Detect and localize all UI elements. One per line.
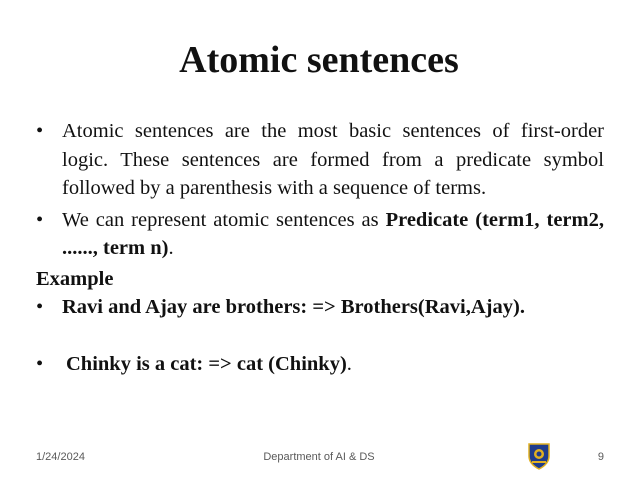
example-text-end: . — [346, 352, 352, 375]
example-text: Ravi and Ajay are brothers: => Brothers(Ravi,Ajay). — [62, 296, 525, 318]
bullet-item-definition — [36, 117, 604, 203]
example-item-cat — [36, 350, 604, 379]
footer-department: Department of AI & DS — [263, 451, 375, 463]
predicate-syntax: Predicate (term1, term2, ......, term n) — [62, 208, 604, 259]
example-heading: Example — [36, 267, 114, 290]
bullet-text: We can represent atomic sentences as — [62, 208, 386, 231]
footer-date: 1/24/2024 — [36, 451, 85, 463]
example-text: Chinky is a cat: => cat (Chinky) — [66, 352, 347, 375]
college-logo-icon — [527, 442, 551, 470]
spacer — [36, 322, 604, 350]
example-item-brothers — [36, 293, 604, 322]
slide-title: Atomic sentences — [179, 39, 459, 81]
bullet-text: Atomic sentences are the most basic sentences of first-order logic. These sentences are formed from a predicate symbol followed by a parenthesis with a sequence of terms. — [62, 120, 604, 199]
slide-body — [36, 117, 604, 378]
bullet-text-end: . — [168, 237, 174, 259]
footer-page-number: 9 — [597, 451, 604, 463]
bullet-item-representation — [36, 206, 604, 263]
